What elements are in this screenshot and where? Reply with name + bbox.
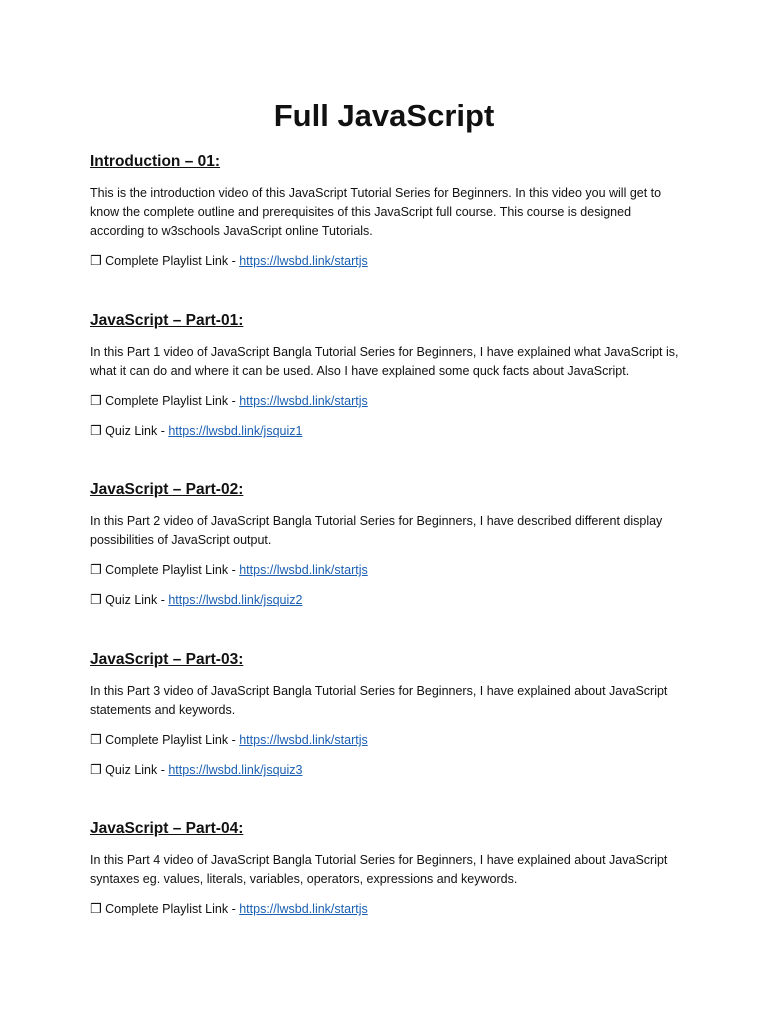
playlist-link-line	[90, 730, 680, 750]
checkbox-icon: ❒	[90, 901, 102, 916]
section-heading: JavaScript – Part-01:	[90, 312, 244, 329]
playlist-link[interactable]: https://lwsbd.link/startjs	[239, 254, 368, 268]
checkbox-icon: ❒	[90, 762, 102, 777]
playlist-link[interactable]: https://lwsbd.link/startjs	[239, 902, 368, 916]
checkbox-icon: ❒	[90, 592, 102, 607]
checkbox-icon: ❒	[90, 253, 102, 268]
playlist-link[interactable]: https://lwsbd.link/startjs	[239, 563, 368, 577]
quiz-link[interactable]: https://lwsbd.link/jsquiz2	[168, 593, 303, 607]
section-paragraph: In this Part 1 video of JavaScript Bangla Tutorial Series for Beginners, I have explained what JavaScript is, what it can do and where it can be used. Also I have explained some quck facts about JavaScript.	[90, 345, 679, 378]
section-heading: JavaScript – Part-04:	[90, 820, 244, 837]
section-paragraph: In this Part 4 video of JavaScript Bangla Tutorial Series for Beginners, I have explained about JavaScript syntaxes eg. values, literals, variables, operators, expressions and keywords.	[90, 853, 668, 886]
playlist-link[interactable]: https://lwsbd.link/startjs	[239, 733, 368, 747]
section-paragraph: In this Part 3 video of JavaScript Bangla Tutorial Series for Beginners, I have explained about JavaScript statements and keywords.	[90, 684, 668, 717]
quiz-link-line	[90, 421, 680, 441]
link-label: Complete Playlist Link -	[105, 563, 240, 577]
page-title: Full JavaScript	[273, 98, 495, 133]
link-label: Complete Playlist Link -	[105, 254, 240, 268]
section-heading: Introduction – 01:	[90, 153, 221, 170]
section-paragraph: This is the introduction video of this JavaScript Tutorial Series for Beginners. In this video you will get to know the complete outline and prerequisites of this JavaScript full course. This course is designed according to w3schools JavaScript online Tutorials.	[90, 186, 662, 238]
playlist-link-line	[90, 251, 680, 271]
section-part-04	[90, 819, 680, 919]
playlist-link-line	[90, 899, 680, 919]
checkbox-icon: ❒	[90, 393, 102, 408]
playlist-link-line	[90, 560, 680, 580]
playlist-link[interactable]: https://lwsbd.link/startjs	[239, 394, 368, 408]
link-label: Quiz Link -	[105, 424, 169, 438]
section-heading: JavaScript – Part-02:	[90, 481, 244, 498]
checkbox-icon: ❒	[90, 423, 102, 438]
section-introduction	[90, 152, 680, 271]
link-label: Complete Playlist Link -	[105, 902, 240, 916]
quiz-link[interactable]: https://lwsbd.link/jsquiz3	[168, 763, 303, 777]
checkbox-icon: ❒	[90, 562, 102, 577]
section-paragraph: In this Part 2 video of JavaScript Bangla Tutorial Series for Beginners, I have described different display possibilities of JavaScript output.	[90, 514, 663, 547]
quiz-link[interactable]: https://lwsbd.link/jsquiz1	[168, 424, 303, 438]
quiz-link-line	[90, 590, 680, 610]
link-label: Quiz Link -	[105, 593, 169, 607]
quiz-link-line	[90, 760, 680, 780]
checkbox-icon: ❒	[90, 732, 102, 747]
link-label: Complete Playlist Link -	[105, 394, 240, 408]
section-part-02	[90, 480, 680, 610]
section-part-03	[90, 650, 680, 780]
section-heading: JavaScript – Part-03:	[90, 651, 244, 668]
section-part-01	[90, 311, 680, 441]
playlist-link-line	[90, 391, 680, 411]
link-label: Quiz Link -	[105, 763, 169, 777]
link-label: Complete Playlist Link -	[105, 733, 240, 747]
